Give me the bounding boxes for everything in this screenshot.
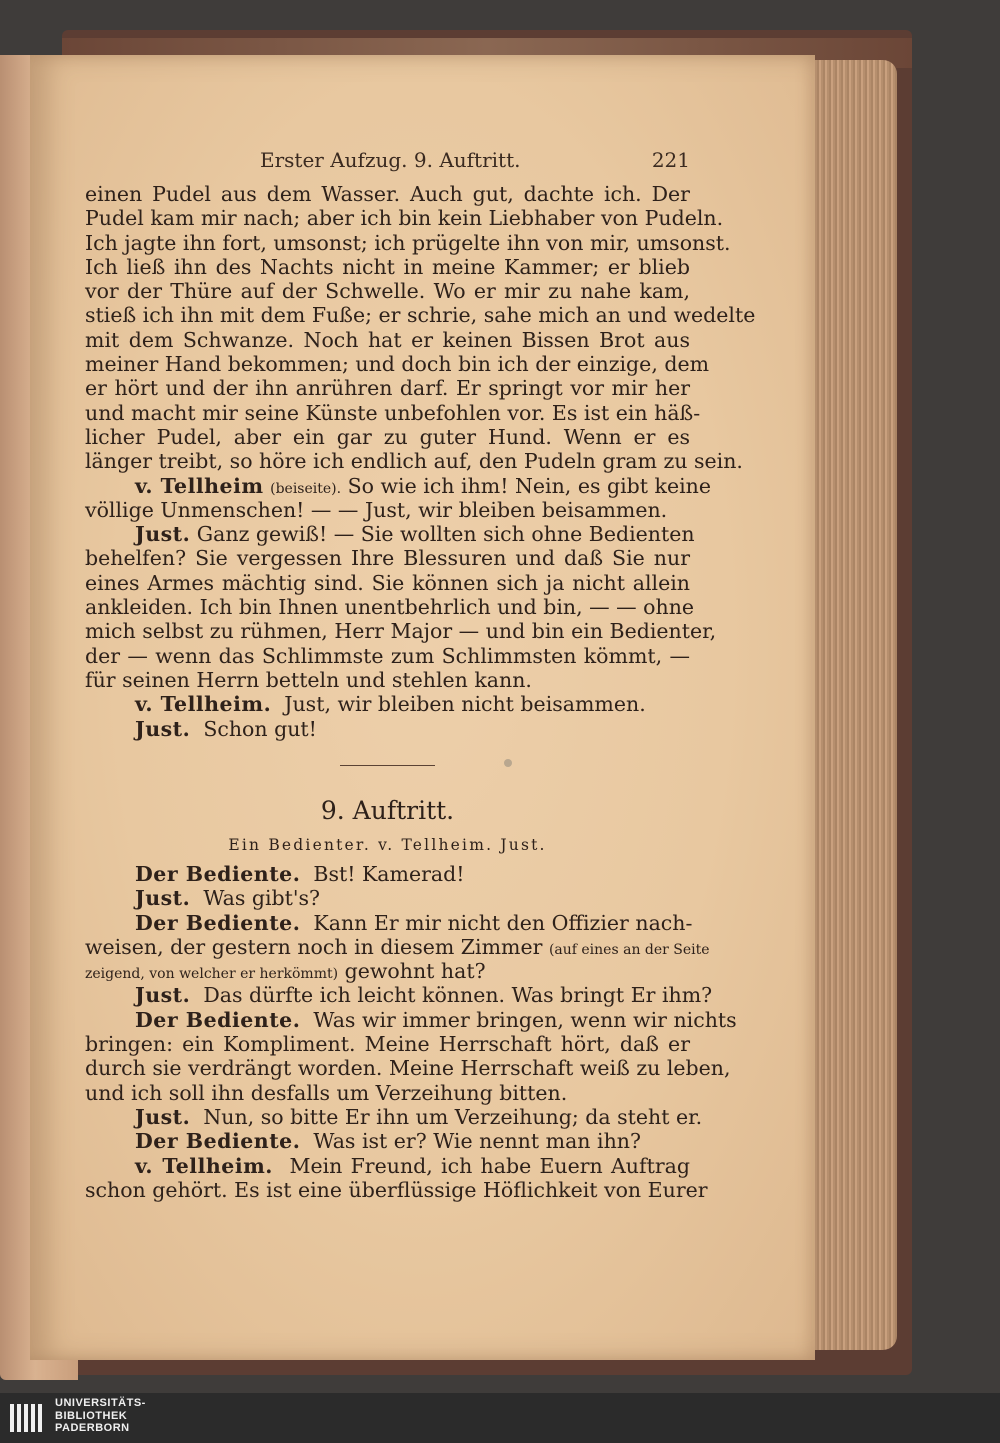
text-line: länger treibt, so höre ich endlich auf, den Pudeln gram zu sein. [85,449,743,474]
speaker-name: Der Bediente. [135,1129,301,1154]
speech-line [85,1129,690,1153]
speech-text: Nun, so bitte Er ihn um Verzeihung; da steht er. [203,1104,703,1129]
stage-direction: (auf eines an der Seite [548,941,710,958]
text-line [85,934,710,959]
text-line: vor der Thüre auf der Schwelle. Wo er mir zu nahe kam, [85,279,690,304]
text-line: er hört und der ihn anrühren darf. Er springt vor mir her [85,376,690,401]
text-line: stieß ich ihn mit dem Fuße; er schrie, sahe mich an und wedelte [85,303,756,328]
speech-text: Was wir immer bringen, wenn wir nichts [313,1007,737,1032]
text-line: durch sie verdrängt worden. Meine Herrschaft weiß zu leben, [85,1056,731,1081]
library-logo-icon [8,1401,48,1435]
speech-line [85,1104,703,1129]
library-name-line: BIBLIOTHEK [55,1409,128,1422]
speech-line [85,1007,737,1032]
text-line: und macht mir seine Künste unbefohlen vor. Es ist ein häß- [85,400,701,425]
text-line: völlige Unmenschen! — — Just, wir bleiben beisammen. [85,497,668,522]
text-line [85,959,690,983]
running-head: Erster Aufzug. 9. Auftritt. [260,148,521,172]
speech-line [85,910,693,935]
paper-spot [504,759,512,767]
library-name [55,1397,146,1435]
cast-list: Ein Bedienter. v. Tellheim. Just. [228,836,547,854]
speaker-name: v. Tellheim. [135,1153,273,1178]
speech-text: Schon gut! [203,716,317,741]
speech-line [85,473,712,498]
speaker-name: Just. [135,983,191,1008]
text-line: licher Pudel, aber ein gar zu guter Hund. Wenn er es [85,424,690,449]
page-header [85,148,690,180]
text-line: mit dem Schwanze. Noch hat er keinen Bissen Brot aus [85,327,690,352]
speech-line [85,717,690,741]
speech-line [85,862,690,886]
speech-text: Just, wir bleiben nicht beisammen. [284,692,646,717]
text-line: Ich jagte ihn fort, umsonst; ich prügelte ihn von mir, umsonst. [85,230,731,255]
page-block-edge [805,60,897,1350]
library-stamp [0,1393,1000,1443]
text-line: einen Pudel aus dem Wasser. Auch gut, dachte ich. Der [85,182,690,206]
speaker-name: v. Tellheim. [135,692,272,717]
text-line: und ich soll ihn desfalls um Verzeihung bitten. [85,1080,568,1105]
speech-text: gewohnt hat? [344,959,486,984]
text-line: der — wenn das Schlimmste zum Schlimmsten kömmt, — [85,643,690,668]
text-line: bringen: ein Kompliment. Meine Herrschaft hört, daß er [85,1032,690,1057]
text-line: mich selbst zu rühmen, Herr Major — und bin ein Bedienter, [85,619,717,644]
speech-text: Mein Freund, ich habe Euern Auftrag [289,1153,690,1178]
text-line: eines Armes mächtig sind. Sie können sich ja nicht allein [85,570,690,595]
speech-text: Ganz gewiß! — Sie wollten sich ohne Bedienten [196,522,695,547]
speech-line [85,692,690,716]
scene-text [85,862,737,1202]
speech-text: Was gibt's? [203,886,321,911]
speech-line [85,1154,690,1178]
speaker-name: v. Tellheim [135,473,264,498]
speech-text: Das dürfte ich leicht können. Was bringt Er ihm? [203,983,713,1008]
page-number: 221 [651,148,690,172]
section-divider [340,765,435,766]
speaker-name: Just. [135,886,191,911]
speech-line [85,522,695,547]
text-line: ankleiden. Ich bin Ihnen unentbehrlich und bin, — — ohne [85,595,695,620]
library-name-line: UNIVERSITÄTS- [55,1397,146,1409]
text-line: Pudel kam mir nach; aber ich bin kein Liebhaber von Pudeln. [85,206,724,231]
speech-line [85,886,690,910]
speech-text: weisen, der gestern noch in diesem Zimmer [85,934,543,959]
speaker-name: Der Bediente. [135,1007,301,1032]
text-line: behelfen? Sie vergessen Ihre Blessuren und daß Sie nur [85,546,690,571]
speech-text: Kann Er mir nicht den Offizier nach- [313,910,693,935]
speaker-name: Der Bediente. [135,862,301,886]
speaker-name: Just. [135,522,191,547]
text-line: für seinen Herrn betteln und stehlen kann. [85,667,532,692]
stage-direction: (beiseite). [270,480,342,497]
scene-title: 9. Auftritt. [320,796,455,825]
speaker-name: Der Bediente. [135,910,301,935]
main-text [85,182,756,741]
stage-direction: zeigend, von welcher er herkömmt) [85,966,339,983]
speaker-name: Just. [135,1104,191,1129]
speaker-name: Just. [135,716,191,741]
library-name-line: PADERBORN [55,1422,130,1434]
speech-text: Was ist er? Wie nennt man ihn? [313,1129,641,1154]
text-line: schon gehört. Es ist eine überflüssige Höflichkeit von Eurer [85,1177,708,1202]
speech-text: So wie ich ihm! Nein, es gibt keine [347,473,712,498]
text-line: Ich ließ ihn des Nachts nicht in meine Kammer; er blieb [85,254,690,279]
speech-line [85,983,713,1008]
text-line: meiner Hand bekommen; und doch bin ich der einzige, dem [85,352,710,377]
speech-text: Bst! Kamerad! [313,862,465,886]
